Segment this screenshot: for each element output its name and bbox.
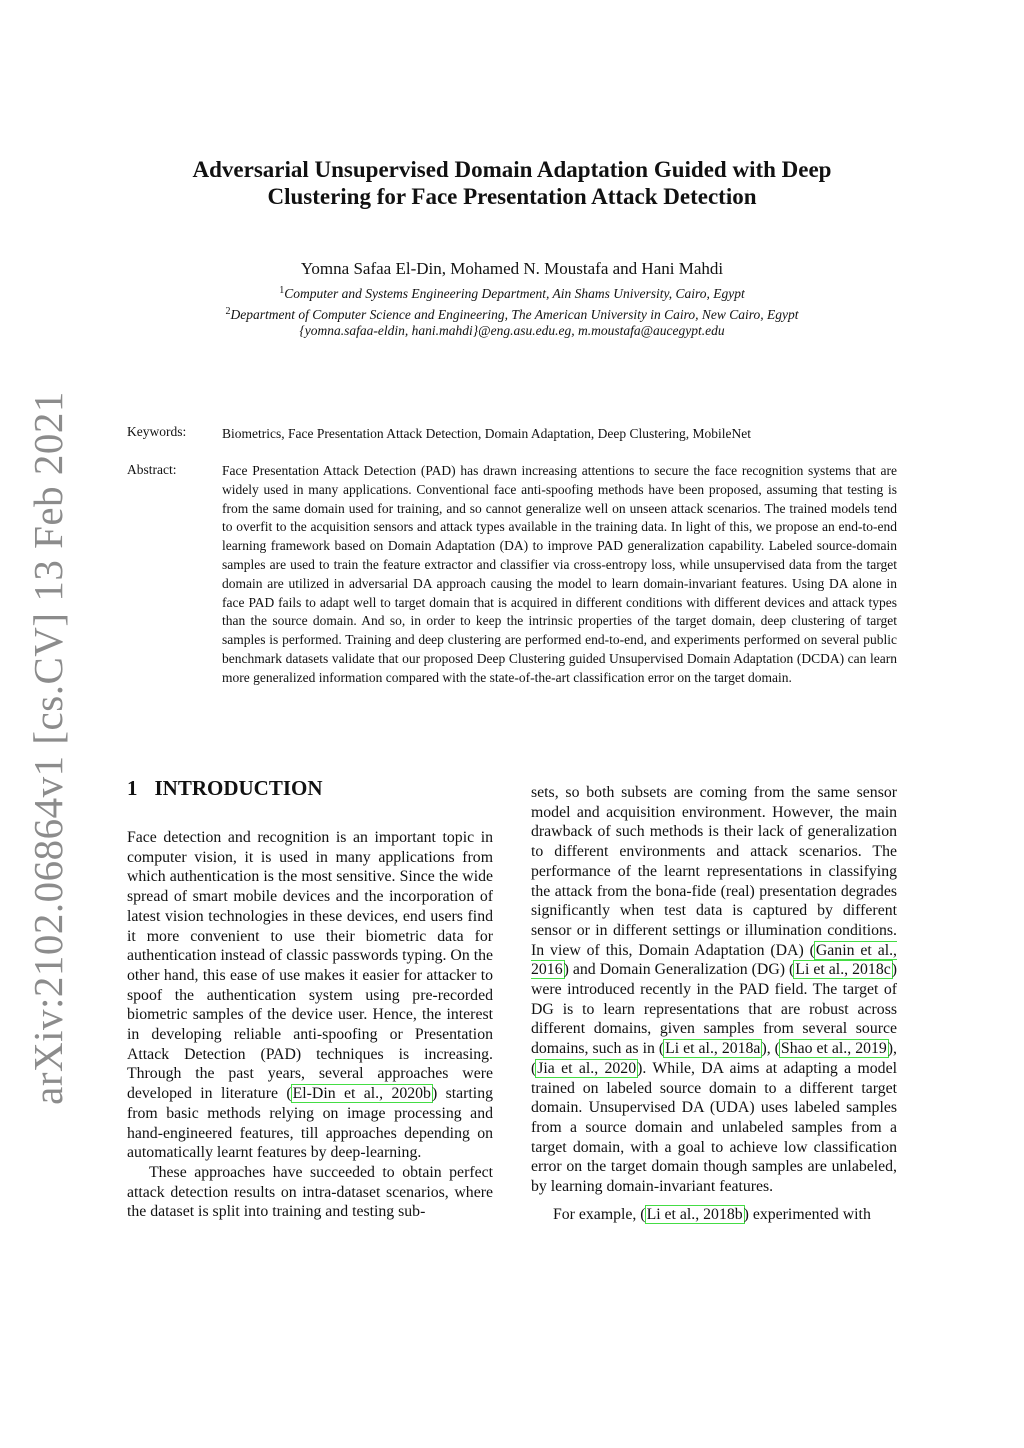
section-title: INTRODUCTION: [154, 776, 323, 800]
text-run: ) experimented with: [743, 1205, 871, 1223]
intro-paragraph-1: [127, 828, 493, 1163]
text-run: Face detection and recognition is an important topic in computer vision, it is used in many applications from which authentication is the most sensitive. Since the wide spread of smart mobile devices and the incorporation of latest vision technologies in these devices, end users find it more convenient to use their biometric data for authentication instead of classic passwords typing. On the other hand, this ease of use makes it easier for attacker to spoof the authentication system using pre-recorded biometric samples of the device user. Hence, the interest in developing reliable anti-spoofing or Presentation Attack Detection (PAD) techniques is increasing. Through the past years, several approaches were developed in literature (: [127, 829, 493, 1103]
text-run: ). While, DA aims at adapting a model trained on labeled source domain to a different target domain. Unsupervised DA (UDA) uses labeled samples from a source domain and unlabeled samples from a target domain, with a goal to achieve low classification error on the target domain though samples are unlabeled, by learning domain-invariant features.: [531, 1059, 897, 1196]
arxiv-identifier-stamp: arXiv:2102.06864v1 [cs.CV] 13 Feb 2021: [25, 391, 71, 1105]
text-run: ), (: [761, 1040, 780, 1058]
abstract-text: Face Presentation Attack Detection (PAD) has drawn increasing attentions to secure the face recognition systems that are widely used in many applications. Conventional face anti-spoofing methods have been proposed, assuming that testing is from the same domain used for training, and so cannot generalize well on unseen attack scenarios. The trained models tend to overfit to the acquisition sensors and attack types available in the training data. In light of this, we propose an end-to-end learning framework based on Domain Adaptation (DA) to improve PAD generalization capability. Labeled source-domain samples are used to train the feature extractor and classifier via cross-entropy loss, while unsupervised data from the target domain are utilized in adversarial DA approach causing the model to learn domain-invariant features. Using DA alone in face PAD fails to adapt well to target domain that is acquired in different conditions with different devices and attack types than the source domain. And so, in order to keep the intrinsic properties of the target domain, deep clustering of target samples is performed. Training and deep clustering are performed end-to-end, and experiments performed on several public benchmark datasets validate that our proposed Deep Clustering guided Unsupervised Domain Adaptation (DCDA) can learn more generalized information compared with the state-of-the-art classification error on the target domain.: [222, 463, 897, 685]
title-line-1: Adversarial Unsupervised Domain Adaptation Guided with Deep: [192, 157, 832, 182]
text-run: ) starting from basic methods relying on image processing and hand-engineered features, till approaches depending on automatically learnt features by deep-learning.: [127, 1085, 493, 1162]
keywords-label: Keywords:: [127, 424, 187, 439]
author-emails: {yomna.safaa-eldin, hani.mahdi}@eng.asu.edu.eg, m.moustafa@aucegypt.edu: [299, 323, 725, 338]
affiliation-2-marker: 2: [225, 306, 231, 317]
affiliation-2-text: Department of Computer Science and Engineering, The American University in Cairo, New Cairo, Egypt: [230, 307, 799, 322]
abstract-label: Abstract:: [127, 462, 177, 477]
affiliation-1-text: Computer and Systems Engineering Department, Ain Shams University, Cairo, Egypt: [284, 286, 745, 301]
left-column: [127, 828, 493, 1222]
citation-link[interactable]: Jia et al., 2020: [537, 1059, 637, 1077]
text-run: ) and Domain Generalization (DG) (: [563, 961, 795, 979]
text-run: For example, (: [553, 1205, 646, 1223]
text-run: ) were introduced recently in the PAD field. The target of DG is to learn representations that are robust across different domains, given samples from several source domains, such as in (: [531, 961, 897, 1058]
citation-link[interactable]: Shao et al., 2019: [780, 1040, 887, 1058]
affiliation-1-marker: 1: [279, 285, 285, 296]
citation-link[interactable]: Li et al., 2018a: [665, 1040, 761, 1058]
intro-paragraph-2: These approaches have succeeded to obtain perfect attack detection results on intra-dataset scenarios, where the dataset is split into training and testing sub-: [127, 1163, 493, 1221]
right-column: [531, 783, 897, 1224]
text-run: ), (: [531, 1040, 898, 1077]
citation-link[interactable]: Ganin et al., 2016: [531, 941, 897, 979]
paper-title: [100, 156, 924, 210]
intro-paragraph-4: [531, 1205, 897, 1225]
citation-link[interactable]: Li et al., 2018c: [795, 961, 891, 979]
citation-link[interactable]: El-Din et al., 2020b: [292, 1085, 431, 1103]
intro-paragraph-3: [531, 783, 897, 1197]
text-run: sets, so both subsets are coming from the same sensor model and acquisition environment. However, the main drawback of such methods is their lack of generalization to different environments and attack scenarios. The performance of the learnt representations in classifying the attack from the bona-fide (real) presentation degrades significantly when test data is captured by different sensor or in different settings or illumination conditions. In view of this, Domain Adaptation (DA) (: [531, 784, 897, 959]
author-list: Yomna Safaa El-Din, Mohamed N. Moustafa and Hani Mahdi: [300, 259, 724, 278]
title-line-2: Clustering for Face Presentation Attack Detection: [267, 184, 757, 209]
affiliation-1: [100, 281, 924, 304]
section-heading: [127, 776, 323, 801]
citation-link[interactable]: Li et al., 2018b: [646, 1205, 743, 1223]
keywords-text: Biometrics, Face Presentation Attack Detection, Domain Adaptation, Deep Clustering, MobileNet: [222, 426, 752, 441]
section-number: 1: [127, 776, 138, 800]
